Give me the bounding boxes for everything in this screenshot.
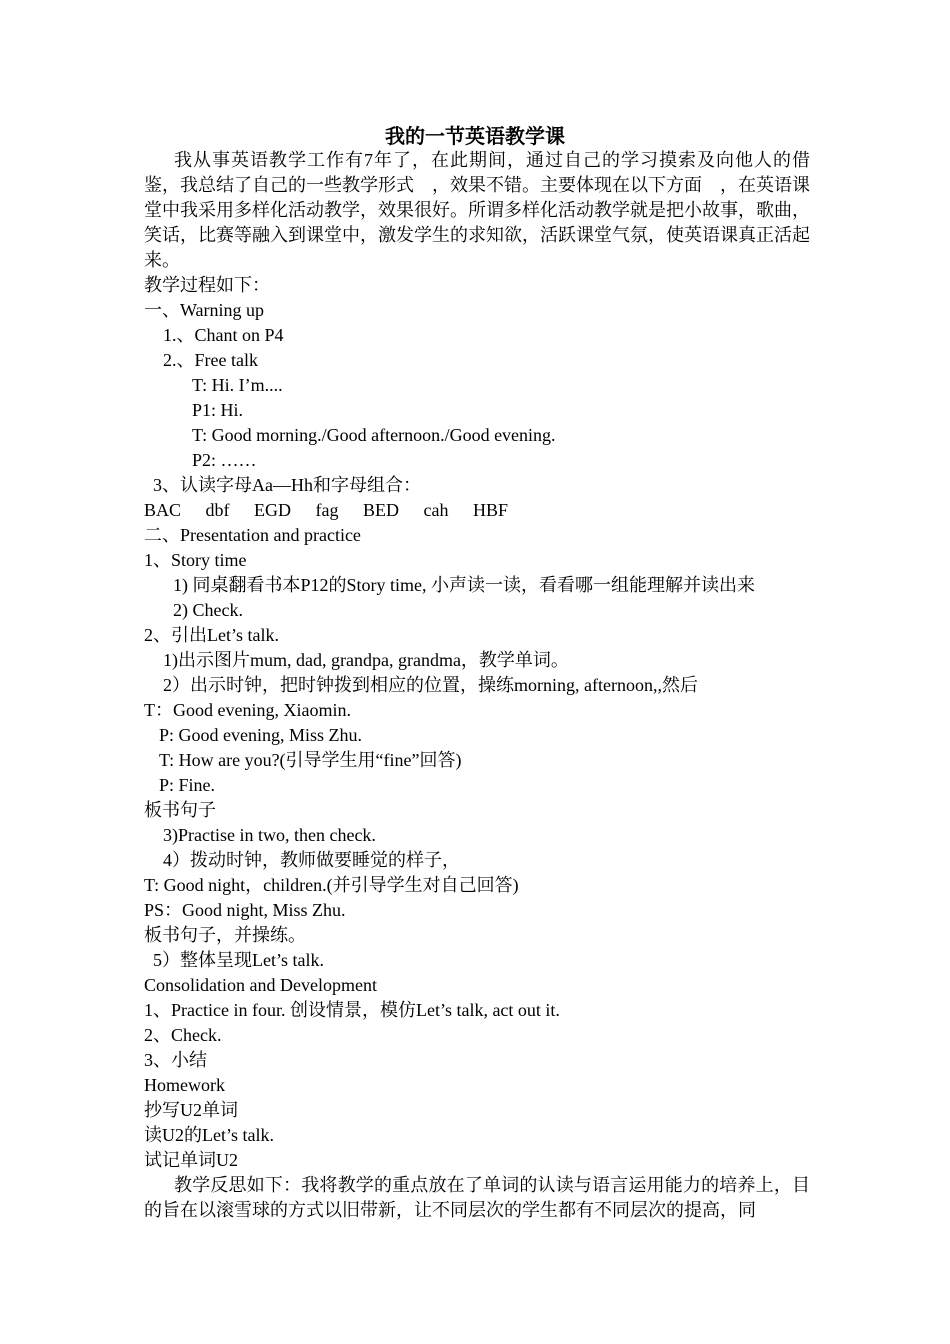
text-line: 2) Check. xyxy=(173,600,243,620)
text-line: 一、Warning up xyxy=(144,300,265,320)
intro-paragraph: 我从事英语教学工作有7年了，在此期间，通过自己的学习摸索及向他人的借鉴，我总结了自己的一些教学形式 ，效果不错。主要体现在以下方面 ，在英语课堂中我采用多样化活动教学，效果很好。所谓多样化活动教学就是把小故事，歌曲，笑话，比赛等融入到课堂中，激发学生的求知欲，活跃课堂气氛，使英语课真正活起来。 xyxy=(144,150,810,270)
letter-group: BED xyxy=(363,500,399,520)
letter-group: HBF xyxy=(472,500,508,520)
text-line: 1、Practice in four. 创设情景，模仿Let’s talk, act out it. xyxy=(144,1000,560,1020)
text-line: 3、认读字母Aa—Hh和字母组合： xyxy=(153,475,421,495)
text-line: T: How are you?(引导学生用“fine”回答) xyxy=(159,750,462,770)
text-line: 1)出示图片mum, dad, grandpa, grandma，教学单词。 xyxy=(163,650,569,670)
text-line: P1: Hi. xyxy=(192,400,244,420)
text-line: 1) 同桌翻看书本P12的Story time, 小声读一读，看看哪一组能理解并读出来 xyxy=(173,575,756,595)
text-line: T: Hi. I’m.... xyxy=(192,375,283,395)
letter-group: dbf xyxy=(205,500,230,520)
letter-group: fag xyxy=(315,500,339,520)
letter-group: BAC xyxy=(144,500,182,520)
letter-group: EGD xyxy=(254,500,292,520)
text-line: T: Good morning./Good afternoon./Good evening. xyxy=(192,425,556,445)
text-line: 4）拨动时钟，教师做要睡觉的样子， xyxy=(163,850,460,870)
text-line: 读U2的Let’s talk. xyxy=(144,1125,274,1145)
text-line: 2、Check. xyxy=(144,1025,222,1045)
text-line: 3、小结 xyxy=(144,1050,207,1070)
text-line: 板书句子 xyxy=(144,800,216,820)
text-line: P2: …… xyxy=(192,450,257,470)
text-line: PS：Good night, Miss Zhu. xyxy=(144,900,346,920)
letter-group: cah xyxy=(423,500,449,520)
text-line: T: Good night，children.(并引导学生对自己回答) xyxy=(144,875,519,895)
text-line: 板书句子，并操练。 xyxy=(144,925,306,945)
reflection-paragraph: 教学反思如下：我将教学的重点放在了单词的认读与语言运用能力的培养上，目的旨在以滚雪球的方式以旧带新，让不同层次的学生都有不同层次的提高，同 xyxy=(144,1175,810,1220)
text-line: 5）整体呈现Let’s talk. xyxy=(153,950,324,970)
text-line: Homework xyxy=(144,1075,225,1095)
text-line: T：Good evening, Xiaomin. xyxy=(144,700,351,720)
letter-groups-row xyxy=(144,498,528,523)
text-line: 2、引出Let’s talk. xyxy=(144,625,279,645)
text-line: Consolidation and Development xyxy=(144,975,377,995)
text-line: 2）出示时钟，把时钟拨到相应的位置，操练morning, afternoon,,然后 xyxy=(163,675,698,695)
text-line: 教学过程如下： xyxy=(144,275,270,295)
text-line: 3)Practise in two, then check. xyxy=(163,825,376,845)
text-line: P: Good evening, Miss Zhu. xyxy=(159,725,363,745)
text-line: 二、Presentation and practice xyxy=(144,525,361,545)
text-line: 1、Story time xyxy=(144,550,247,570)
text-line: 2.、Free talk xyxy=(163,350,258,370)
text-line: 抄写U2单词 xyxy=(144,1100,238,1120)
text-line: 试记单词U2 xyxy=(144,1150,238,1170)
text-line: P: Fine. xyxy=(159,775,216,795)
text-line: 1.、Chant on P4 xyxy=(163,325,284,345)
document-title: 我的一节英语教学课 xyxy=(385,126,565,148)
